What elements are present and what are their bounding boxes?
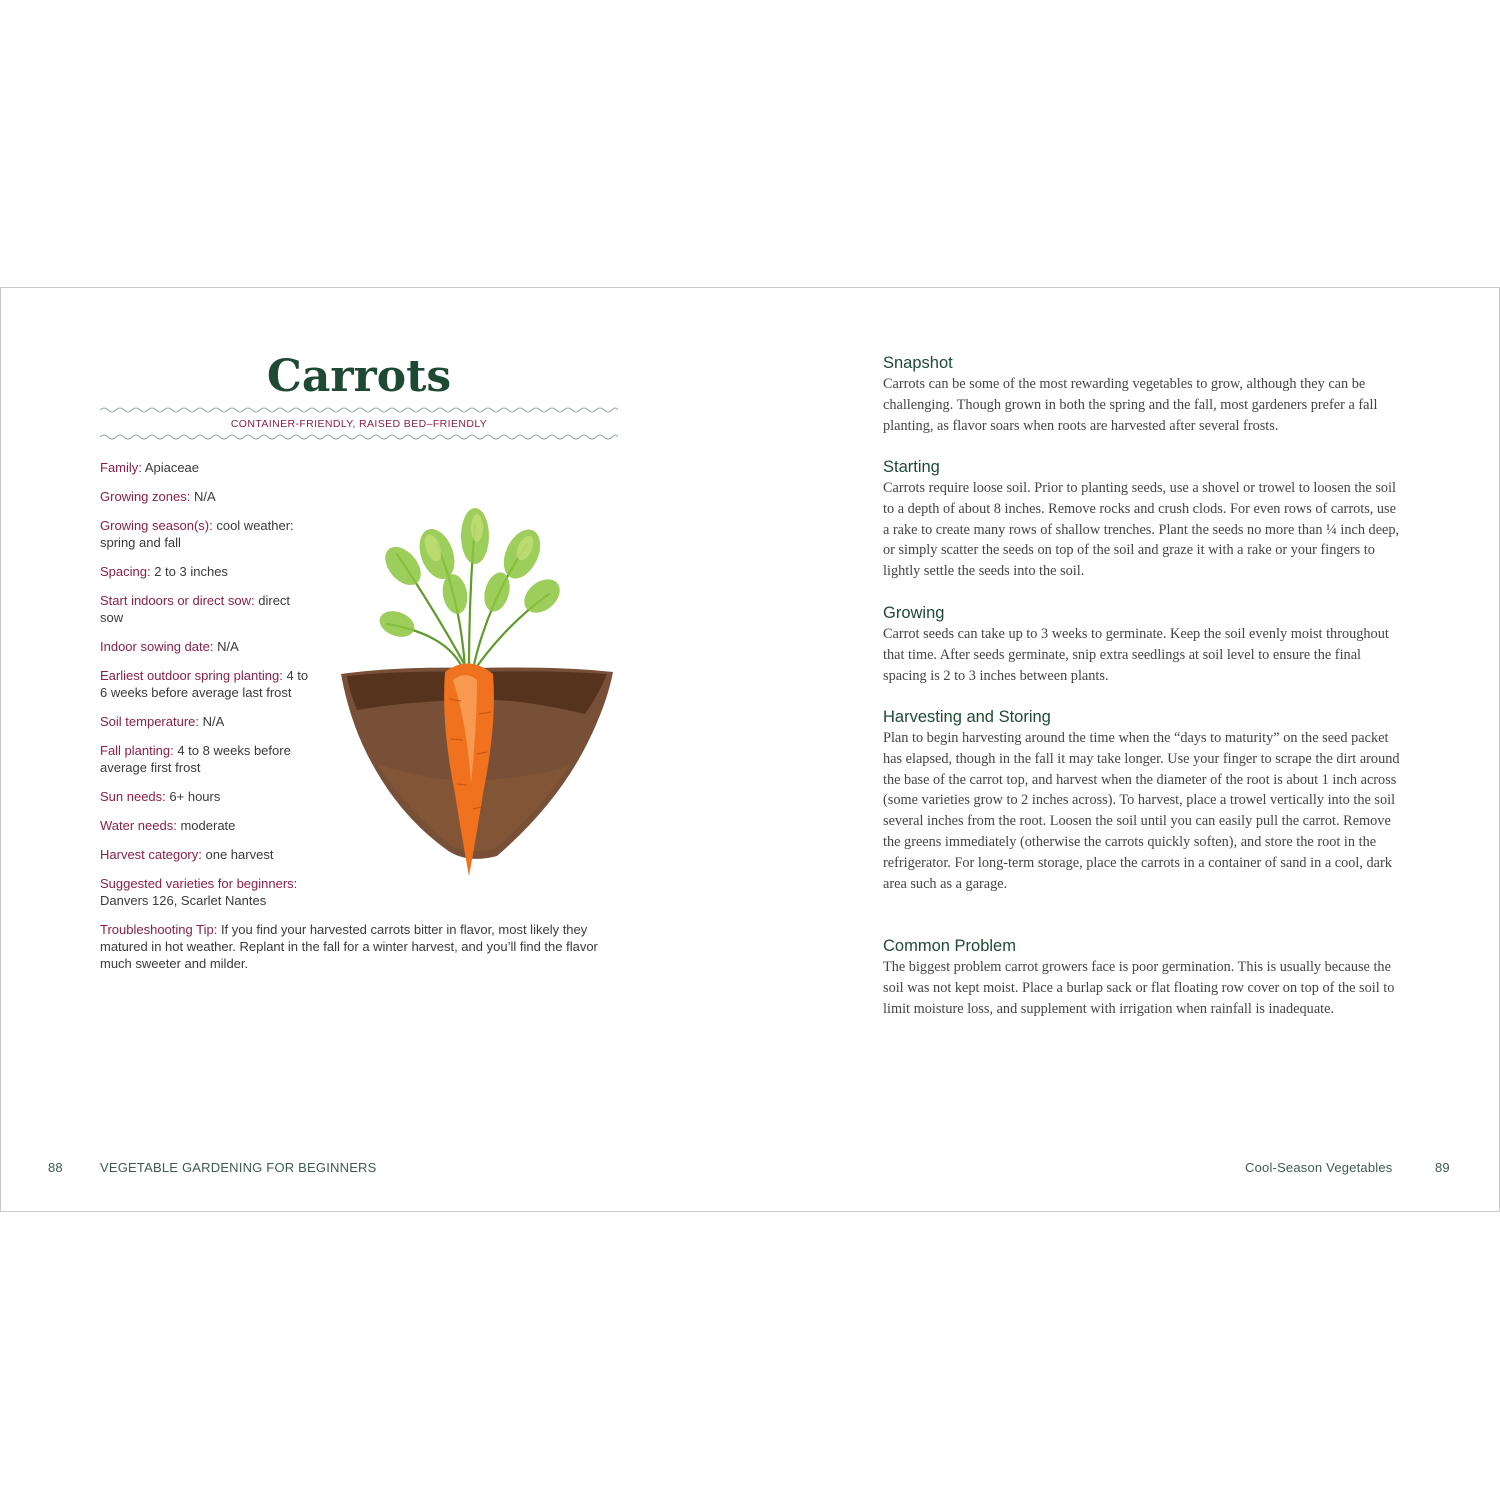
fact-spring-planting bbox=[100, 667, 315, 701]
fact-value: N/A bbox=[217, 639, 239, 654]
section-growing bbox=[883, 603, 1403, 686]
footer-left-page-number: 88 bbox=[48, 1160, 63, 1175]
fact-start-method bbox=[100, 592, 315, 626]
tagline: CONTAINER-FRIENDLY, RAISED BED–FRIENDLY bbox=[230, 418, 488, 430]
fact-value: moderate bbox=[180, 818, 236, 833]
fact-spacing bbox=[100, 563, 315, 580]
fact-value: N/A bbox=[193, 489, 216, 504]
footer-book-title: VEGETABLE GARDENING FOR BEGINNERS bbox=[100, 1160, 377, 1175]
fact-value: If you find your harvested carrots bitter in flavor, most likely they matured in hot weather. Replant in the fall for a winter harvest, and you’ll find the flavor much sweeter and milder. bbox=[100, 922, 598, 971]
fact-label: Family: bbox=[100, 460, 142, 475]
troubleshooting-tip bbox=[100, 921, 610, 972]
section-common-problem bbox=[883, 936, 1403, 1019]
section-heading: Growing bbox=[883, 604, 945, 622]
section-snapshot bbox=[883, 353, 1403, 436]
fact-label: Harvest category: bbox=[100, 847, 202, 862]
fact-label: Spacing: bbox=[100, 564, 151, 579]
fact-label: Soil temperature: bbox=[100, 714, 199, 729]
fact-soil-temperature bbox=[100, 713, 315, 730]
fact-label: Growing zones: bbox=[100, 489, 191, 504]
fact-label: Start indoors or direct sow: bbox=[100, 593, 255, 608]
footer-right-page-number: 89 bbox=[1435, 1160, 1450, 1175]
fact-value: 2 to 3 inches bbox=[154, 564, 228, 579]
section-body: The biggest problem carrot growers face is poor germination. This is usually because the soil was not kept moist. Place a burlap sack or flat floating row cover on top of the soil to limit moisture loss, and supplement with irrigation when rainfall is inadequate. bbox=[883, 959, 1395, 1017]
fact-label: Suggested varieties for beginners: bbox=[100, 876, 298, 891]
section-harvesting-storing bbox=[883, 707, 1403, 894]
fact-label: Sun needs: bbox=[100, 789, 166, 804]
fact-value: Danvers 126, Scarlet Nantes bbox=[100, 893, 267, 908]
fact-value: 4 to 6 weeks before average last frost bbox=[100, 668, 309, 700]
fact-value: cool weather: spring and fall bbox=[100, 518, 294, 550]
section-heading: Harvesting and Storing bbox=[883, 708, 1051, 726]
fact-water-needs bbox=[100, 817, 315, 834]
section-body: Carrot seeds can take up to 3 weeks to germinate. Keep the soil evenly moist throughout that time. After seeds germinate, snip extra seedlings at soil level to ensure the final spacing is 2 to 3 inches between plants. bbox=[883, 626, 1389, 684]
section-body: Plan to begin harvesting around the time when the “days to maturity” on the seed packet has elapsed, though in the fall it may take longer. Use your finger to scrape the dirt around the base of the carrot top, and harvest when the diameter of the root is about 1 inch across (some varieties grow to 2 inches across). To harvest, place a trowel vertically into the soil several inches from the root. Loosen the soil until you can easily pull the carrot. Remove the greens immediately (otherwise the carrots quickly soften), and store the root in the refrigerator. For long-term storage, place the carrots in a container of sand in a cool, dark area such as a garage. bbox=[883, 730, 1400, 892]
fact-value: N/A bbox=[202, 714, 225, 729]
fact-sun-needs bbox=[100, 788, 315, 805]
section-body: Carrots can be some of the most rewarding vegetables to grow, although they can be challenging. Though grown in both the spring and the fall, most gardeners prefer a fall planting, as flavor soars when roots are harvested after several frosts. bbox=[883, 376, 1378, 434]
section-starting bbox=[883, 457, 1403, 582]
fact-label: Water needs: bbox=[100, 818, 177, 833]
fact-value: direct sow bbox=[100, 593, 291, 625]
fact-label: Fall planting: bbox=[100, 743, 174, 758]
book-spread bbox=[0, 287, 1500, 1212]
wavy-divider-bottom bbox=[100, 433, 618, 441]
carrot-in-soil-illustration bbox=[337, 484, 617, 884]
fact-growing-zones bbox=[100, 488, 315, 505]
fact-growing-seasons bbox=[100, 517, 315, 551]
fact-label: Growing season(s): bbox=[100, 518, 213, 533]
fact-value: Apiaceae bbox=[144, 460, 200, 475]
section-heading: Snapshot bbox=[883, 354, 953, 372]
fact-label: Indoor sowing date: bbox=[100, 639, 214, 654]
section-heading: Common Problem bbox=[883, 937, 1016, 955]
fact-value: 6+ hours bbox=[169, 789, 221, 804]
fact-indoor-sowing-date bbox=[100, 638, 315, 655]
wavy-divider-top bbox=[100, 406, 618, 414]
fact-harvest-category bbox=[100, 846, 315, 863]
page-title: Carrots bbox=[266, 351, 452, 402]
fact-label: Troubleshooting Tip: bbox=[100, 922, 218, 937]
section-heading: Starting bbox=[883, 458, 940, 476]
section-body: Carrots require loose soil. Prior to planting seeds, use a shovel or trowel to loosen the soil to a depth of about 8 inches. Remove rocks and crush clods. For even rows of carrots, use a rake to create many rows of shallow trenches. Plant the seeds no more than ¼ inch deep, or simply scatter the seeds on top of the soil and graze it with a rake or your fingers to lightly settle the seeds into the soil. bbox=[883, 480, 1400, 580]
fact-value: one harvest bbox=[205, 847, 274, 862]
fact-value: 4 to 8 weeks before average first frost bbox=[100, 743, 291, 775]
footer-section-title: Cool-Season Vegetables bbox=[1245, 1160, 1393, 1175]
fact-label: Earliest outdoor spring planting: bbox=[100, 668, 283, 683]
fact-family bbox=[100, 459, 315, 476]
fact-fall-planting bbox=[100, 742, 315, 776]
